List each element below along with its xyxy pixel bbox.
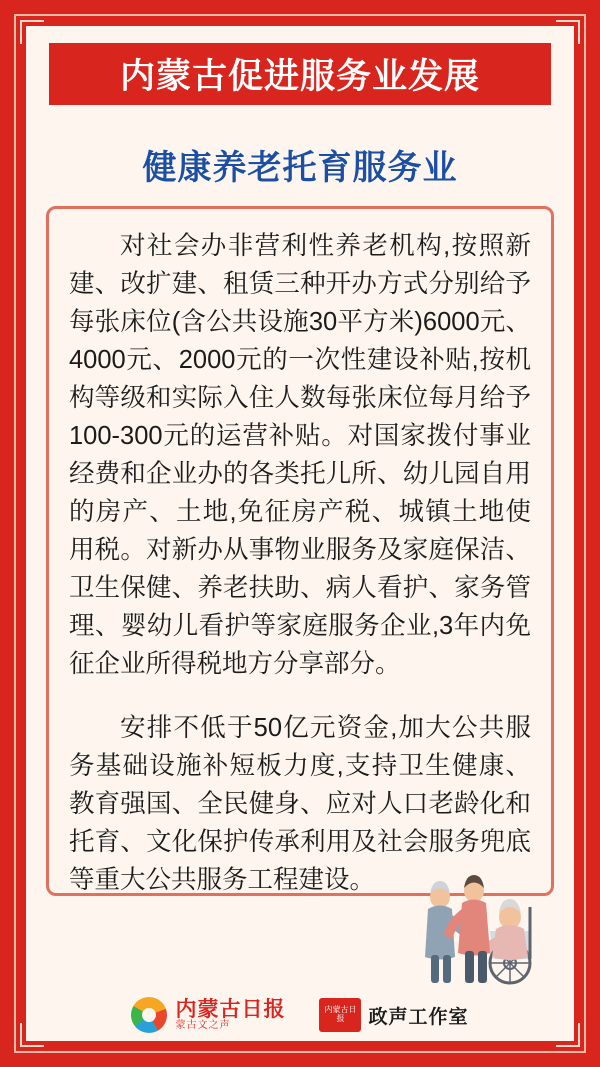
newspaper-logo-icon <box>131 997 167 1033</box>
newspaper-logo-text <box>175 999 285 1032</box>
page-subtitle: 健康养老托育服务业 <box>142 149 458 187</box>
studio-logo-badge: 内蒙古日报 <box>319 998 361 1032</box>
banner-title: 内蒙古促进服务业发展 <box>119 57 480 96</box>
content-box <box>46 206 554 896</box>
studio-logo-text: 政声工作室 <box>368 1006 469 1028</box>
header-banner <box>46 40 554 108</box>
newspaper-logo-name: 内蒙古日报 <box>175 997 286 1021</box>
newspaper-logo-subname: 蒙古文之声 <box>175 1019 231 1031</box>
newspaper-logo <box>131 997 285 1033</box>
studio-logo <box>319 998 468 1032</box>
elderly-care-illustration <box>398 867 558 987</box>
footer-logos <box>0 997 600 1033</box>
body-paragraph-1: 对社会办非营利性养老机构,按照新建、改扩建、租赁三种开办方式分别给予每张床位(含公共设施30平方米)6000元、4000元、2000元的一次性建设补贴,按机构等级和实际入住人数每张床位每月给予100-300元的运营补贴。对国家拨付事业经费和企业办的各类托儿所、幼儿园自用的房产、土地,免征房产税、城镇土地使用税。对新办从事物业服务及家庭保洁、卫生保健、养老扶助、病人看护、家务管理、婴幼儿看护等家庭服务企业,3年内免征企业所得税地方分享部分。 <box>69 232 531 678</box>
body-paragraph-2: 安排不低于50亿元资金,加大公共服务基础设施补短板力度,支持卫生健康、教育强国、全民健身、应对人口老龄化和托育、文化保护传承利用及社会服务兜底等重大公共服务工程建设。 <box>69 714 531 894</box>
